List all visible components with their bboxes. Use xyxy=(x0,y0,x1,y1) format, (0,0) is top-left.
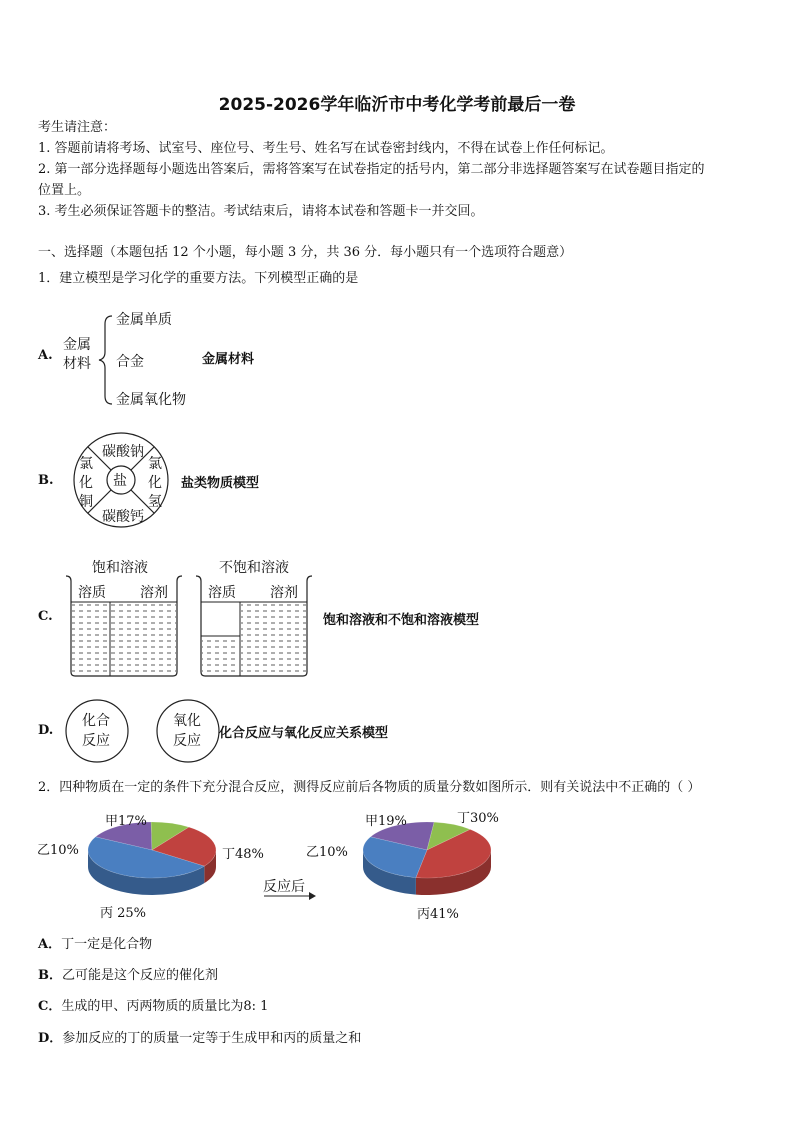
beaker-2-title: 不饱和溶液 xyxy=(219,560,289,576)
pie-1-label-jia: 甲17% xyxy=(105,814,147,829)
option-a-letter: A. xyxy=(38,348,53,363)
q2-option-c: C．生成的甲、丙两物质的质量比为8: 1 xyxy=(38,999,269,1014)
option-a-caption: 金属材料 xyxy=(202,352,255,367)
salt-right-label: 氯 化 氢 xyxy=(148,456,162,510)
notice-item: 3. 考生必须保证答题卡的整洁。考试结束后，请将本试卷和答题卡一并交回。 xyxy=(38,204,484,219)
option-a-branch: 金属氧化物 xyxy=(116,392,186,408)
page-title: 2025-2026学年临沂市中考化学考前最后一卷 xyxy=(218,95,576,115)
option-b-letter: B. xyxy=(38,473,54,488)
q2-option-b: B．乙可能是这个反应的催化剂 xyxy=(38,968,219,983)
pie-2-label-ding: 丁30% xyxy=(457,811,499,826)
pie-1-label-yi: 乙10% xyxy=(37,843,79,858)
salt-left-label: 氯 化 铜 xyxy=(79,456,93,510)
notice-item: 2. 第一部分选择题每小题选出答案后，需将答案写在试卷指定的括号内，第二部分非选择题答案写在试卷题目指定的 xyxy=(38,162,705,177)
pie-2-label-yi: 乙10% xyxy=(306,845,348,860)
notice-item: 位置上。 xyxy=(38,183,91,198)
brace-icon xyxy=(96,314,116,406)
question-2-stem: 2．四种物质在一定的条件下充分混合反应，测得反应前后各物质的质量分数如图所示．则有关说法中不正确的（ ） xyxy=(38,780,701,795)
notice-heading: 考生请注意： xyxy=(38,120,117,135)
beaker-2-solvent-label: 溶剂 xyxy=(270,585,298,601)
option-a-root: 金属 材料 xyxy=(63,337,91,372)
salt-center-label: 盐 xyxy=(113,473,127,489)
circle-1-label: 化合 反应 xyxy=(82,713,110,749)
beaker-2-solute-label: 溶质 xyxy=(208,585,236,601)
arrow-right-icon xyxy=(309,892,316,900)
notice-item: 1. 答题前请将考场、试室号、座位号、考生号、姓名写在试卷密封线内，不得在试卷上作任何标记。 xyxy=(38,141,614,156)
option-c-caption: 饱和溶液和不饱和溶液模型 xyxy=(323,613,480,628)
beaker-1-solvent-label: 溶剂 xyxy=(140,585,168,601)
pie-1-label-bing: 丙 25% xyxy=(100,906,147,921)
option-c-letter: C. xyxy=(38,609,53,624)
beaker-1-solute-label: 溶质 xyxy=(78,585,106,601)
beaker-1-title: 饱和溶液 xyxy=(92,560,148,576)
pie-2-label-jia: 甲19% xyxy=(365,814,407,829)
option-d-caption: 化合反应与氧化反应关系模型 xyxy=(219,726,389,741)
arrow-label: 反应后 xyxy=(263,879,305,895)
circle-2-label: 氧化 反应 xyxy=(173,713,201,749)
pie-1-label-ding: 丁48% xyxy=(222,847,264,862)
option-a-branch: 金属单质 xyxy=(116,312,172,328)
salt-top-label: 碳酸钠 xyxy=(102,444,144,460)
option-d-letter: D. xyxy=(38,723,54,738)
option-a-branch: 合金 xyxy=(116,354,144,370)
salt-bottom-label: 碳酸钙 xyxy=(102,509,144,525)
q2-option-a: A．丁一定是化合物 xyxy=(38,937,153,952)
q2-option-d: D．参加反应的丁的质量一定等于生成甲和丙的质量之和 xyxy=(38,1031,362,1046)
question-1-stem: 1．建立模型是学习化学的重要方法。下列模型正确的是 xyxy=(38,271,359,286)
pie-2-label-bing: 丙41% xyxy=(417,907,459,922)
option-b-caption: 盐类物质模型 xyxy=(181,476,260,491)
section-heading: 一、选择题（本题包括 12 个小题，每小题 3 分，共 36 分．每小题只有一个选项符合题意） xyxy=(38,245,573,260)
